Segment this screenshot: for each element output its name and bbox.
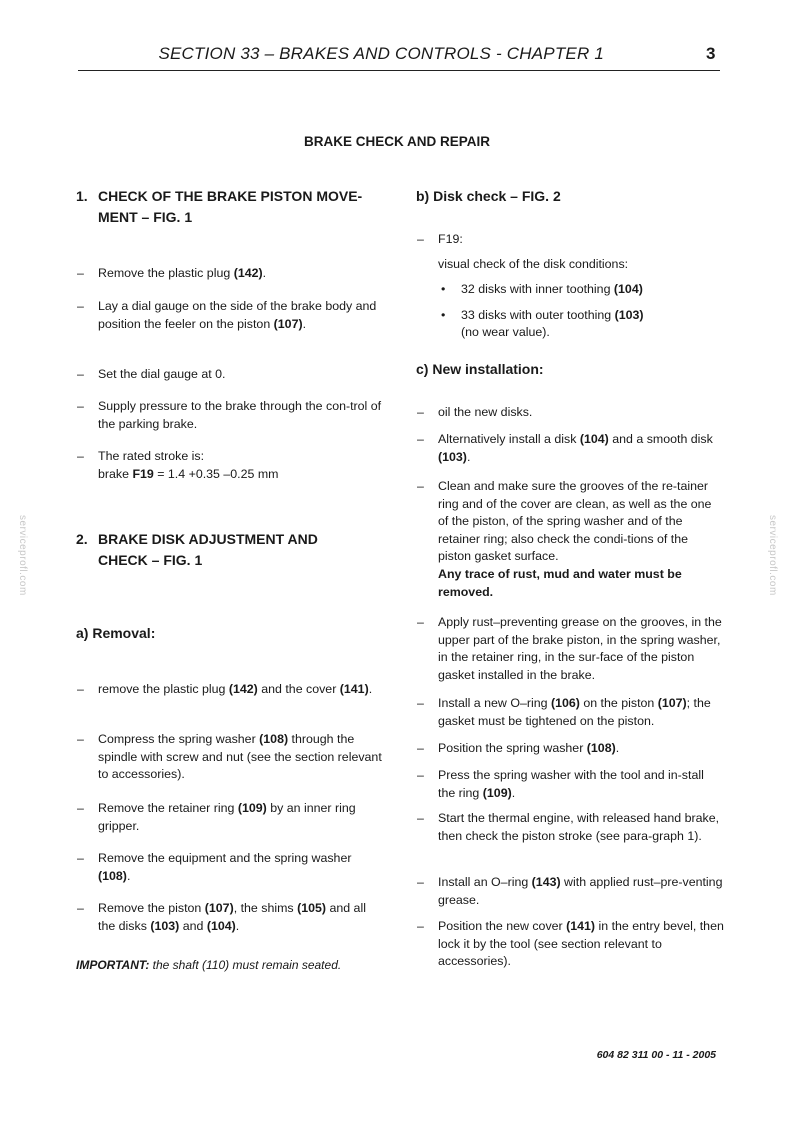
section-title: SECTION 33 – BRAKES AND CONTROLS - CHAPTER 1 [158, 44, 604, 63]
important-note: IMPORTANT: the shaft (110) must remain seated. [76, 958, 342, 972]
section-1-heading [76, 186, 382, 227]
section-2-heading [76, 529, 382, 570]
list-item: – remove the plastic plug (142) and the cover (141). [76, 681, 382, 699]
list-item: – Remove the equipment and the spring washer (108). [76, 850, 382, 885]
header-rule [78, 70, 720, 71]
bullet-item: • 33 disks with outer toothing (103) (no wear value). [416, 307, 724, 342]
list-item: – Position the new cover (141) in the entry bevel, then lock it by the tool (see section relevant to accessories). [416, 918, 724, 971]
running-header [0, 44, 794, 70]
list-item: – Press the spring washer with the tool and in-stall the ring (109). [416, 767, 724, 802]
new-installation-heading: c) New installation: [416, 361, 544, 377]
list-item: – oil the new disks. [416, 404, 724, 422]
list-item: – Install a new O–ring (106) on the piston (107); the gasket must be tightened on the piston. [416, 695, 724, 730]
section-2-heading-line1: BRAKE DISK ADJUSTMENT AND [98, 531, 318, 547]
list-item: – Remove the plastic plug (142). [76, 265, 382, 283]
list-item-note: visual check of the disk conditions: [438, 256, 629, 271]
page-number: 3 [706, 44, 716, 63]
list-item: – Apply rust–preventing grease on the grooves, in the upper part of the brake piston, in the spring washer, in the retainer ring, in the sur-face of the piston gasket installed in the brake. [416, 614, 724, 684]
list-item: – Supply pressure to the brake through the con-trol of the parking brake. [76, 398, 382, 433]
list-item: – Remove the piston (107), the shims (105) and all the disks (103) and (104). [76, 900, 382, 935]
section-1-heading-line2: MENT – FIG. 1 [98, 208, 193, 225]
disk-check-heading: b) Disk check – FIG. 2 [416, 188, 561, 204]
list-item: – The rated stroke is: brake F19 = 1.4 +0.35 –0.25 mm [76, 448, 382, 483]
list-item: – Start the thermal engine, with released hand brake, then check the piston stroke (see para-graph 1). [416, 810, 724, 845]
section-2-number: 2. [76, 531, 88, 547]
section-1-number: 1. [76, 188, 88, 204]
list-item: – Remove the retainer ring (109) by an inner ring gripper. [76, 800, 382, 835]
section-2-heading-line2: CHECK – FIG. 1 [98, 551, 203, 568]
removal-heading: a) Removal: [76, 625, 156, 641]
document-code-footer: 604 82 311 00 - 11 - 2005 [596, 1049, 716, 1061]
list-item: – Set the dial gauge at 0. [76, 366, 382, 384]
list-item: – Install an O–ring (143) with applied rust–pre-venting grease. [416, 874, 724, 909]
section-1-heading-line1: CHECK OF THE BRAKE PISTON MOVE- [98, 188, 363, 204]
list-item: – Compress the spring washer (108) through the spindle with screw and nut (see the section relevant to accessories). [76, 731, 382, 784]
list-item: – F19: [416, 231, 724, 249]
bullet-item: • 32 disks with inner toothing (104) [416, 281, 724, 299]
list-item: – Position the spring washer (108). [416, 740, 724, 758]
document-title: BRAKE CHECK AND REPAIR [303, 134, 490, 149]
list-item: – Lay a dial gauge on the side of the brake body and position the feeler on the piston (107). [76, 298, 382, 333]
watermark-left: serviceprofl.com [17, 515, 28, 596]
list-item: – Clean and make sure the grooves of the re-tainer ring and of the cover are clean, as well as the one of the piston, of the spring washer and of the retainer ring; also check the condi-tions of the piston gasket surface. Any trace of rust, mud and water must be removed. [416, 478, 724, 601]
list-item: – Alternatively install a disk (104) and a smooth disk (103). [416, 431, 724, 466]
watermark-right: serviceprofl.com [767, 515, 778, 596]
